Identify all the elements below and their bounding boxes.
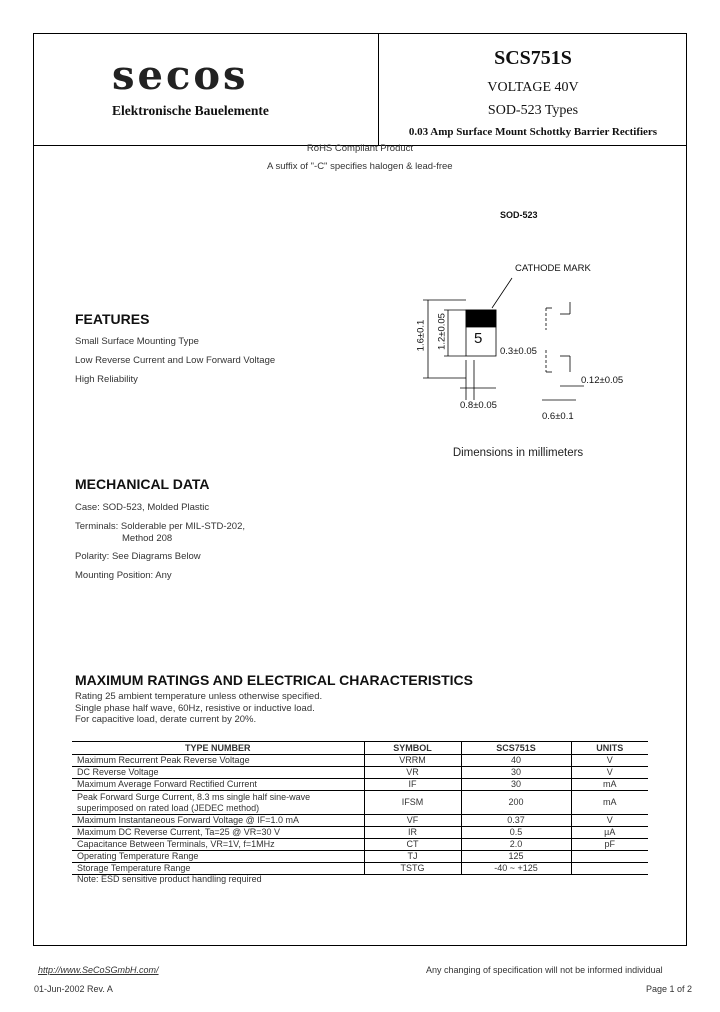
- dim-lead: 0.12±0.05: [581, 375, 624, 386]
- table-row: [72, 839, 648, 851]
- dim-thickness: 0.3±0.05: [500, 346, 537, 357]
- mech-mounting: Mounting Position: Any: [75, 570, 172, 581]
- header-value: SCS751S: [461, 742, 571, 755]
- table-row: [72, 863, 648, 875]
- cathode-mark-label: CATHODE MARK: [515, 263, 591, 274]
- mech-polarity: Polarity: See Diagrams Below: [75, 551, 201, 562]
- table-row: [72, 791, 648, 815]
- symbol: IR: [364, 827, 461, 839]
- rohs-title: RoHS Compliant Product: [306, 143, 414, 154]
- param-line: superimposed on rated load (JEDEC method): [77, 802, 260, 813]
- package-label: SOD-523: [500, 210, 538, 220]
- symbol: VF: [364, 815, 461, 827]
- symbol: TSTG: [364, 863, 461, 875]
- unit: mA: [571, 791, 648, 815]
- param-line: Peak Forward Surge Current, 8.3 ms single half sine-wave: [77, 791, 311, 802]
- table-row: [72, 779, 648, 791]
- ratings-table: [72, 741, 648, 875]
- unit: [571, 851, 648, 863]
- table-row: [72, 851, 648, 863]
- param: Maximum Recurrent Peak Reverse Voltage: [72, 755, 364, 767]
- value: -40 ~ +125: [461, 863, 571, 875]
- part-number: SCS751S: [494, 47, 572, 69]
- table-row: [72, 815, 648, 827]
- footer-page: Page 1 of 2: [646, 984, 693, 994]
- voltage-rating: VOLTAGE 40V: [487, 80, 579, 95]
- symbol: VRRM: [364, 755, 461, 767]
- param: [72, 791, 364, 815]
- symbol: IF: [364, 779, 461, 791]
- package-type: SOD-523 Types: [487, 103, 579, 118]
- value: 30: [461, 767, 571, 779]
- ratings-note: Single phase half wave, 60Hz, resistive or inductive load.: [75, 703, 315, 714]
- table-header-row: [72, 742, 648, 755]
- param: Storage Temperature Range: [72, 863, 364, 875]
- param: DC Reverse Voltage: [72, 767, 364, 779]
- symbol: TJ: [364, 851, 461, 863]
- value: 0.37: [461, 815, 571, 827]
- table-row: [72, 827, 648, 839]
- mechanical-title: MECHANICAL DATA: [75, 476, 210, 492]
- unit: V: [571, 767, 648, 779]
- unit: pF: [571, 839, 648, 851]
- mech-terminals: Terminals: Solderable per MIL-STD-202,: [75, 521, 246, 532]
- unit: µA: [571, 827, 648, 839]
- dimensions-caption: Dimensions in millimeters: [452, 447, 584, 459]
- footer-url[interactable]: http://www.SeCoSGmbH.com/: [38, 965, 159, 975]
- param: Maximum Average Forward Rectified Current: [72, 779, 364, 791]
- footer-date: 01-Jun-2002 Rev. A: [34, 984, 113, 994]
- dim-body-width: 0.8±0.05: [460, 400, 497, 411]
- header-units: UNITS: [571, 742, 648, 755]
- unit: [571, 863, 648, 875]
- dim-body-height: 1.2±0.05: [436, 313, 448, 350]
- package-marking: 5: [474, 330, 483, 347]
- symbol: IFSM: [364, 791, 461, 815]
- value: 200: [461, 791, 571, 815]
- unit: V: [571, 755, 648, 767]
- table-note: Note: ESD sensitive product handling required: [77, 874, 262, 884]
- param: Maximum Instantaneous Forward Voltage @ IF=1.0 mA: [72, 815, 364, 827]
- header-symbol: SYMBOL: [364, 742, 461, 755]
- symbol: VR: [364, 767, 461, 779]
- table-row: [72, 755, 648, 767]
- table-row: [72, 767, 648, 779]
- product-description: 0.03 Amp Surface Mount Schottky Barrier Rectifiers: [408, 126, 658, 138]
- ratings-note: Rating 25 ambient temperature unless otherwise specified.: [75, 691, 323, 702]
- company-logo: secos: [112, 52, 249, 99]
- rohs-note: A suffix of "-C" specifies halogen & lead-free: [267, 161, 453, 172]
- package-outline-drawing: [400, 260, 620, 430]
- value: 2.0: [461, 839, 571, 851]
- dim-overall: 0.6±0.1: [542, 411, 574, 422]
- feature-item: Low Reverse Current and Low Forward Voltage: [75, 355, 276, 366]
- value: 125: [461, 851, 571, 863]
- param: Operating Temperature Range: [72, 851, 364, 863]
- features-title: FEATURES: [75, 311, 150, 327]
- mech-terminals-method: Method 208: [122, 533, 173, 544]
- header-type-number: TYPE NUMBER: [72, 742, 364, 755]
- ratings-note: For capacitive load, derate current by 20%.: [75, 714, 257, 725]
- company-name: Elektronische Bauelemente: [112, 103, 269, 118]
- value: 40: [461, 755, 571, 767]
- param: Capacitance Between Terminals, VR=1V, f=1MHz: [72, 839, 364, 851]
- feature-item: High Reliability: [75, 374, 138, 385]
- mech-case: Case: SOD-523, Molded Plastic: [75, 502, 210, 513]
- param: Maximum DC Reverse Current, Ta=25 @ VR=30 V: [72, 827, 364, 839]
- unit: V: [571, 815, 648, 827]
- footer-disclaimer: Any changing of specification will not be informed individual: [426, 965, 663, 975]
- feature-item: Small Surface Mounting Type: [75, 336, 199, 347]
- dim-height: 1.6±0.1: [415, 319, 427, 352]
- symbol: CT: [364, 839, 461, 851]
- unit: mA: [571, 779, 648, 791]
- value: 0.5: [461, 827, 571, 839]
- ratings-title: MAXIMUM RATINGS AND ELECTRICAL CHARACTERISTICS: [75, 672, 473, 688]
- value: 30: [461, 779, 571, 791]
